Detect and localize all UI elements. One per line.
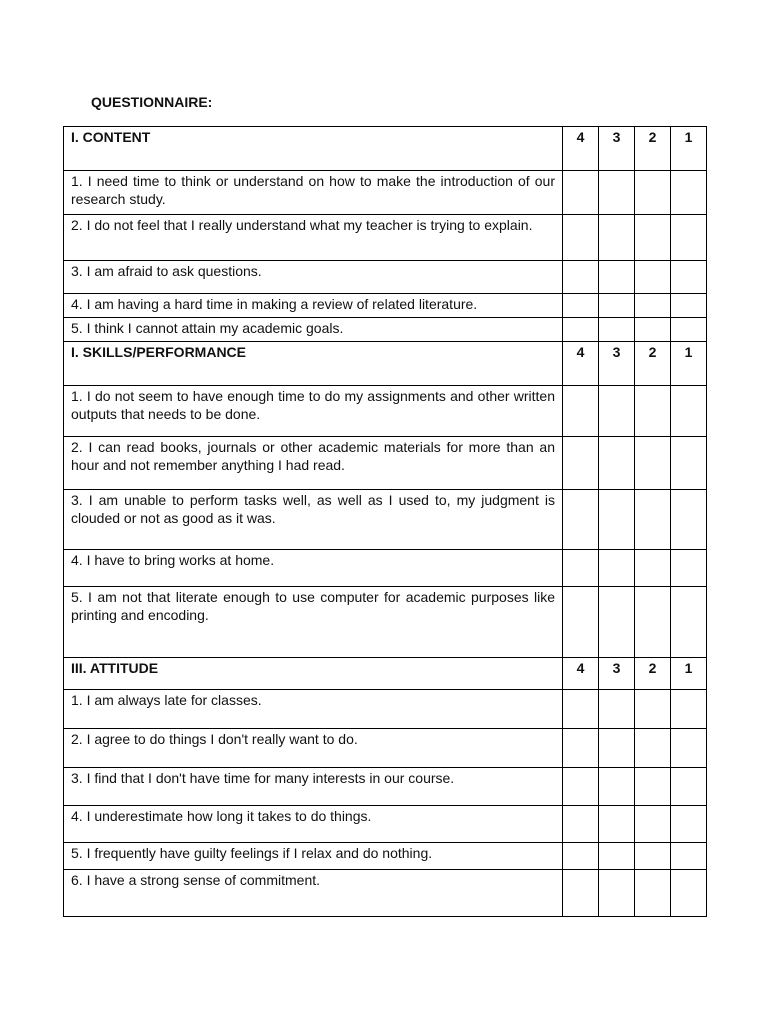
question-text: 2. I agree to do things I don't really want to do.: [64, 729, 563, 768]
rating-cell-3[interactable]: [599, 437, 635, 490]
rating-cell-2[interactable]: [635, 490, 671, 550]
rating-cell-2[interactable]: [635, 437, 671, 490]
rating-cell-1[interactable]: [671, 437, 707, 490]
rating-cell-4[interactable]: [563, 587, 599, 658]
scale-header-2: 2: [635, 658, 671, 690]
scale-header-3: 3: [599, 127, 635, 171]
rating-cell-1[interactable]: [671, 550, 707, 587]
scale-header-4: 4: [563, 658, 599, 690]
rating-cell-2[interactable]: [635, 870, 671, 917]
rating-cell-3[interactable]: [599, 690, 635, 729]
rating-cell-4[interactable]: [563, 690, 599, 729]
rating-cell-4[interactable]: [563, 550, 599, 587]
rating-cell-2[interactable]: [635, 729, 671, 768]
rating-cell-1[interactable]: [671, 690, 707, 729]
rating-cell-2[interactable]: [635, 215, 671, 261]
rating-cell-4[interactable]: [563, 870, 599, 917]
rating-cell-4[interactable]: [563, 768, 599, 806]
rating-cell-2[interactable]: [635, 806, 671, 843]
rating-cell-1[interactable]: [671, 261, 707, 294]
rating-cell-1[interactable]: [671, 294, 707, 318]
section-header-row: [64, 658, 707, 690]
question-row: [64, 729, 707, 768]
rating-cell-1[interactable]: [671, 768, 707, 806]
question-row: [64, 386, 707, 437]
question-row: [64, 768, 707, 806]
rating-cell-2[interactable]: [635, 550, 671, 587]
question-text: 5. I am not that literate enough to use computer for academic purposes like printing and encoding.: [64, 587, 563, 658]
rating-cell-2[interactable]: [635, 690, 671, 729]
rating-cell-3[interactable]: [599, 318, 635, 342]
question-row: [64, 261, 707, 294]
question-text: 1. I need time to think or understand on how to make the introduction of our research study.: [64, 171, 563, 215]
section-heading: I. SKILLS/PERFORMANCE: [64, 342, 563, 386]
question-text: 6. I have a strong sense of commitment.: [64, 870, 563, 917]
rating-cell-3[interactable]: [599, 768, 635, 806]
question-row: [64, 550, 707, 587]
question-text: 3. I find that I don't have time for many interests in our course.: [64, 768, 563, 806]
rating-cell-3[interactable]: [599, 215, 635, 261]
rating-cell-4[interactable]: [563, 729, 599, 768]
rating-cell-3[interactable]: [599, 870, 635, 917]
rating-cell-4[interactable]: [563, 490, 599, 550]
rating-cell-3[interactable]: [599, 729, 635, 768]
rating-cell-3[interactable]: [599, 386, 635, 437]
rating-cell-4[interactable]: [563, 215, 599, 261]
rating-cell-2[interactable]: [635, 171, 671, 215]
section-header-row: [64, 127, 707, 171]
question-row: [64, 587, 707, 658]
question-text: 2. I can read books, journals or other academic materials for more than an hour and not remember anything I had read.: [64, 437, 563, 490]
rating-cell-3[interactable]: [599, 294, 635, 318]
rating-cell-4[interactable]: [563, 318, 599, 342]
rating-cell-2[interactable]: [635, 768, 671, 806]
rating-cell-1[interactable]: [671, 806, 707, 843]
rating-cell-2[interactable]: [635, 261, 671, 294]
rating-cell-1[interactable]: [671, 870, 707, 917]
question-row: [64, 171, 707, 215]
scale-header-4: 4: [563, 127, 599, 171]
section-header-row: [64, 342, 707, 386]
rating-cell-2[interactable]: [635, 318, 671, 342]
rating-cell-3[interactable]: [599, 490, 635, 550]
rating-cell-2[interactable]: [635, 843, 671, 870]
rating-cell-4[interactable]: [563, 386, 599, 437]
question-text: 5. I frequently have guilty feelings if I relax and do nothing.: [64, 843, 563, 870]
question-row: [64, 490, 707, 550]
question-row: [64, 843, 707, 870]
questionnaire-table: [63, 126, 707, 917]
rating-cell-2[interactable]: [635, 587, 671, 658]
question-row: [64, 806, 707, 843]
scale-header-1: 1: [671, 127, 707, 171]
rating-cell-4[interactable]: [563, 294, 599, 318]
question-text: 4. I am having a hard time in making a review of related literature.: [64, 294, 563, 318]
question-text: 1. I am always late for classes.: [64, 690, 563, 729]
scale-header-2: 2: [635, 342, 671, 386]
rating-cell-3[interactable]: [599, 550, 635, 587]
question-row: [64, 690, 707, 729]
section-heading: I. CONTENT: [64, 127, 563, 171]
rating-cell-1[interactable]: [671, 215, 707, 261]
question-text: 5. I think I cannot attain my academic goals.: [64, 318, 563, 342]
rating-cell-3[interactable]: [599, 171, 635, 215]
rating-cell-1[interactable]: [671, 386, 707, 437]
scale-header-2: 2: [635, 127, 671, 171]
rating-cell-4[interactable]: [563, 843, 599, 870]
rating-cell-3[interactable]: [599, 587, 635, 658]
question-text: 4. I underestimate how long it takes to do things.: [64, 806, 563, 843]
scale-header-1: 1: [671, 658, 707, 690]
rating-cell-1[interactable]: [671, 490, 707, 550]
question-row: [64, 870, 707, 917]
rating-cell-4[interactable]: [563, 806, 599, 843]
rating-cell-1[interactable]: [671, 843, 707, 870]
question-row: [64, 318, 707, 342]
scale-header-4: 4: [563, 342, 599, 386]
question-text: 4. I have to bring works at home.: [64, 550, 563, 587]
question-text: 3. I am unable to perform tasks well, as well as I used to, my judgment is clouded or not as good as it was.: [64, 490, 563, 550]
scale-header-3: 3: [599, 658, 635, 690]
question-text: 3. I am afraid to ask questions.: [64, 261, 563, 294]
rating-cell-1[interactable]: [671, 318, 707, 342]
question-text: 2. I do not feel that I really understand what my teacher is trying to explain.: [64, 215, 563, 261]
rating-cell-4[interactable]: [563, 171, 599, 215]
question-row: [64, 215, 707, 261]
rating-cell-1[interactable]: [671, 171, 707, 215]
rating-cell-1[interactable]: [671, 587, 707, 658]
scale-header-1: 1: [671, 342, 707, 386]
question-row: [64, 294, 707, 318]
rating-cell-3[interactable]: [599, 843, 635, 870]
rating-cell-2[interactable]: [635, 294, 671, 318]
scale-header-3: 3: [599, 342, 635, 386]
page-title: QUESTIONNAIRE:: [91, 94, 213, 110]
question-row: [64, 437, 707, 490]
rating-cell-2[interactable]: [635, 386, 671, 437]
question-text: 1. I do not seem to have enough time to do my assignments and other written outputs that needs to be done.: [64, 386, 563, 437]
rating-cell-3[interactable]: [599, 806, 635, 843]
section-heading: III. ATTITUDE: [64, 658, 563, 690]
rating-cell-4[interactable]: [563, 261, 599, 294]
rating-cell-3[interactable]: [599, 261, 635, 294]
rating-cell-4[interactable]: [563, 437, 599, 490]
rating-cell-1[interactable]: [671, 729, 707, 768]
